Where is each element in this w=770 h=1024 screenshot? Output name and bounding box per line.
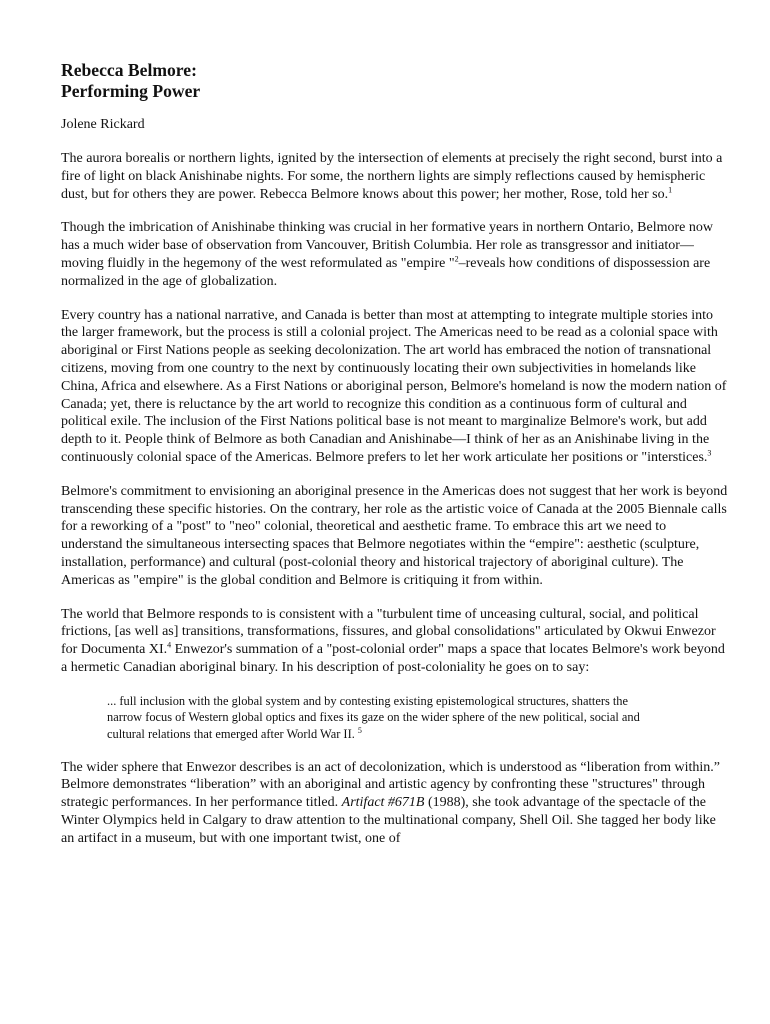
footnote-ref-1: 1	[668, 184, 673, 194]
paragraph-3-text: Every country has a national narrative, and Canada is better than most at attempting to integrate multiple stories into the larger framework, but the process is still a colonial project. The Americas need to be read as a colonial space with aboriginal or First Nations people as seeking decolonization. The art world has embraced the notion of transnational citizens, moving from one country to the next by continuously locating their own subjectivities in homelands like China, Africa and elsewhere. As a First Nations or aboriginal person, Belmore's homeland is now the modern nation of Canada; yet, there is reluctance by the art world to recognize this condition as a continuous form of cultural and political exile. The inclusion of the First Nations political base is not meant to marginalize Belmore's work, but add depth to it. People think of Belmore as both Canadian and Anishinabe—I think of her as an Anishinabe living in the continuously colonial space of the Americas. Belmore prefers to let her work articulate her positions or "interstices.	[61, 307, 727, 465]
document-title	[61, 60, 729, 102]
block-quote-text: ... full inclusion with the global system and by contesting existing epistemological structures, shatters the narrow focus of Western global optics and fixes its gaze on the wider sphere of the new political, social and cultural relations that emerged after World War II.	[107, 693, 640, 741]
title-line-2: Performing Power	[61, 81, 201, 101]
paragraph-2-text-a: Though the imbrication of Anishinabe thinking was crucial in her formative years in northern Ontario, Belmore now has a much wider base of observation from Vancouver, British Columbia. Her role as transgressor and initiator—moving fluidly in the hegemony of the west reformulated as "empire "	[61, 220, 713, 271]
footnote-ref-2: 2	[454, 254, 459, 264]
footnote-ref-3: 3	[707, 448, 712, 458]
paragraph-1-text: The aurora borealis or northern lights, ignited by the intersection of elements at precisely the right second, burst into a fire of light on black Anishinabe nights. For some, the northern lights are simply reflections caused by hemispheric dust, but for others they are power. Rebecca Belmore knows about this power; her mother, Rose, told her so.	[61, 151, 723, 202]
paragraph-5	[61, 606, 729, 677]
paragraph-6-text-a: The wider sphere that Enwezor describes is an act of decolonization, which is understood as “liberation from within.” Belmore demonstrates “liberation” with an aboriginal and artistic agency by confronting these "structures" through strategic performances. In her performance titled.	[61, 759, 720, 811]
paragraph-1	[61, 150, 729, 203]
document-page	[61, 60, 729, 847]
paragraph-4	[61, 483, 729, 590]
paragraph-5-text-a: The world that Belmore responds to is consistent with a "turbulent time of unceasing cultural, social, and political frictions, [as well as] transitions, transformations, fissures, and global consolidations" articulated by Okwui Enwezor for Documenta XI.	[61, 606, 716, 658]
paragraph-6-text-b: (1988), she took advantage of the spectacle of the Winter Olympics held in Calgary to draw attention to the multinational company, Shell Oil. She tagged her body like an artifact in a museum, but with one important twist, one of	[61, 795, 716, 846]
footnote-ref-4: 4	[167, 640, 172, 650]
title-line-1: Rebecca Belmore:	[61, 60, 197, 80]
paragraph-3	[61, 307, 729, 467]
paragraph-4-text: Belmore's commitment to envisioning an aboriginal presence in the Americas does not suggest that her work is beyond transcending these specific histories. On the contrary, her role as the artistic voice of Canada at the 2005 Biennale calls for a reworking of a "post" to "neo" colonial, theoretical and aesthetic frame. To embrace this art we need to understand the simultaneous intersecting spaces that Belmore negotiates within the “empire": aesthetic (sculpture, installation, performance) and cultural (post-colonial theory and historical trajectory of aboriginal culture). The Americas as "empire" is the global condition and Belmore is critiquing it from within.	[61, 483, 728, 588]
paragraph-5-text-b: Enwezor's summation of a "post-colonial order" maps a space that locates Belmore's work beyond a hermetic Canadian aboriginal binary. In his description of post-coloniality he goes on to say:	[61, 642, 725, 675]
author-name: Jolene Rickard	[61, 117, 145, 132]
paragraph-2	[61, 219, 729, 290]
paragraph-6	[61, 759, 729, 848]
paragraph-2-text-b: –reveals how conditions of dispossession are normalized in the age of globalization.	[61, 255, 711, 289]
artwork-title: Artifact #671B	[341, 795, 425, 811]
footnote-ref-5: 5	[357, 725, 362, 735]
block-quote	[107, 693, 647, 743]
